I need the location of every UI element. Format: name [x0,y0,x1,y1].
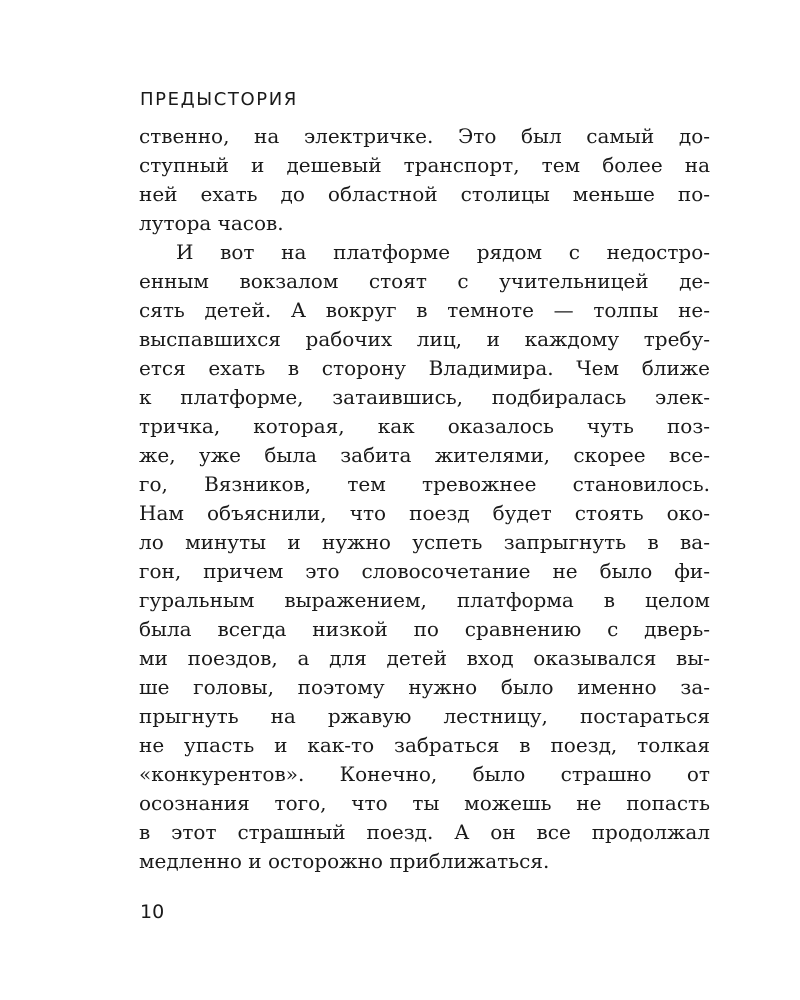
body-text [139,122,710,876]
text-line: была всегда низкой по сравнению с дверь- [139,617,710,641]
paragraph-last-line: медленно и осторожно приближаться. [139,849,550,873]
text-line: не упасть и как-то забраться в поезд, толкая [139,733,710,757]
text-line: «конкурентов». Конечно, было страшно от [139,762,710,786]
text-line: гон, причем это словосочетание не было фи- [139,559,710,583]
running-head-title: ПРЕДЫСТОРИЯ [140,89,298,110]
text-line: гуральным выражением, платформа в целом [139,588,710,612]
text-line: к платформе, затаившись, подбиралась элек- [139,385,710,409]
text-line: ступный и дешевый транспорт, тем более на [139,153,710,177]
paragraph-last-line: лутора часов. [139,211,284,235]
text-line: в этот страшный поезд. А он все продолжал [139,820,710,844]
text-line: ется ехать в сторону Владимира. Чем ближе [139,356,710,380]
text-line: тричка, которая, как оказалось чуть поз- [139,414,710,438]
text-line: ственно, на электричке. Это был самый до- [139,124,710,148]
text-line: ми поездов, а для детей вход оказывался вы- [139,646,710,670]
text-line: енным вокзалом стоят с учительницей де- [139,269,710,293]
text-line: ло минуты и нужно успеть запрыгнуть в ва- [139,530,710,554]
paragraph-first-line: И вот на платформе рядом с недостро- [176,240,710,264]
text-line: ше головы, поэтому нужно было именно за- [139,675,710,699]
text-line: прыгнуть на ржавую лестницу, постараться [139,704,710,728]
text-line: же, уже была забита жителями, скорее все- [139,443,710,467]
text-line: Нам объяснили, что поезд будет стоять око- [139,501,710,525]
page-number: 10 [140,901,165,923]
text-line: осознания того, что ты можешь не попасть [139,791,710,815]
text-line: выспавшихся рабочих лиц, и каждому требу- [139,327,710,351]
text-line: сять детей. А вокруг в темноте — толпы не- [139,298,710,322]
text-line: го, Вязников, тем тревожнее становилось. [139,472,710,496]
text-line: ней ехать до областной столицы меньше по- [139,182,710,206]
